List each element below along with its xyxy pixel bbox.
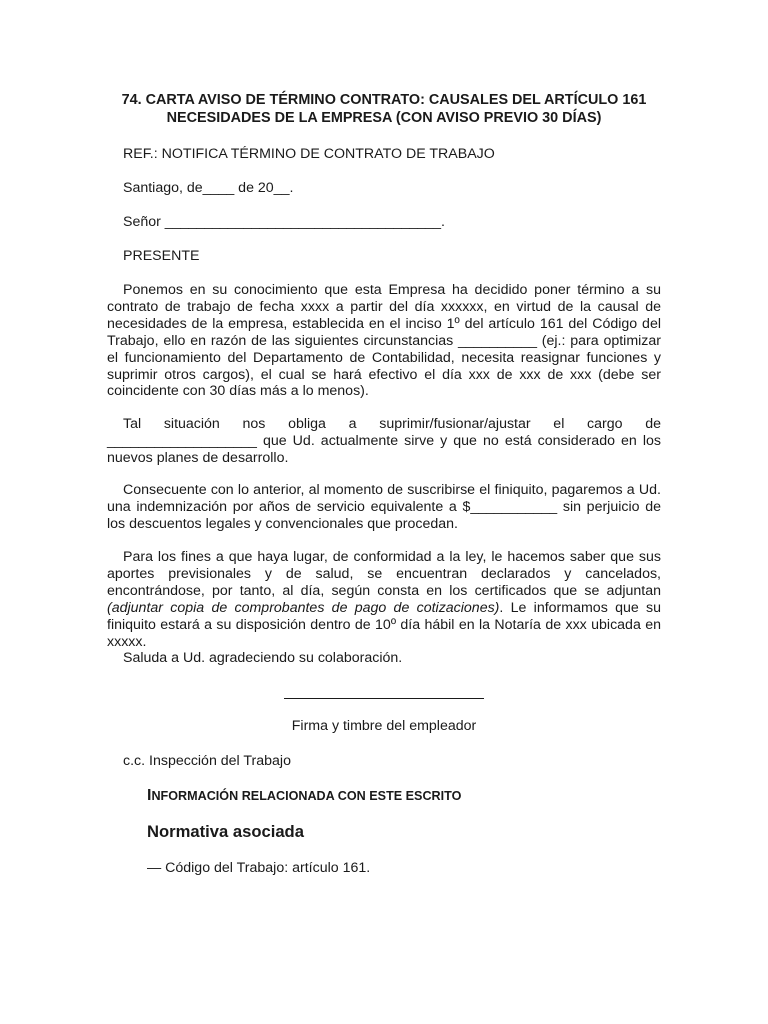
paragraph-social-security-text-b: . Le informamos que su finiquito estará a su disposición dentro de 10º día hábil en la Notaría de xxx ubicada en xxxxx. [107,599,661,650]
paragraph-social-security [107,549,661,650]
paragraph-indemnization: Consecuente con lo anterior, al momento de suscribirse el finiquito, pagaremos a Ud. una indemnización por años de servicio equivalente a $___________ sin perjuicio de los descuentos legales y convencionales que procedan. [107,482,661,532]
paragraph-social-security-text-a: Para los fines a que haya lugar, de conformidad a la ley, le hacemos saber que sus aportes previsionales y de salud, se encuentran declarados y cancelados, encontrándose, por tanto, al día, según consta en los certificados que se adjuntan [107,549,661,599]
section-title-rest: NFORMACIÓN RELACIONADA CON ESTE ESCRITO [151,789,462,803]
place-date-line: Santiago, de____ de 20__. [123,180,294,196]
section-title [147,788,461,805]
signature-line [284,689,484,699]
section-title-initial: I [147,787,152,804]
cc-line: c.c. Inspección del Trabajo [123,753,291,769]
paragraph-termination-notice: Ponemos en su conocimiento que esta Empresa ha decidido poner término a su contrato de trabajo de fecha xxxx a partir del día xxxxxx, en virtud de la causal de necesidades de la empresa, establecida en el inciso 1º del artículo 161 del Código del Trabajo, ello en razón de las siguientes circunstancias __________ (ej.: para optimizar el funcionamiento del Departamento de Contabilidad, necesita reasignar funciones y suprimir otros cargos), el cual se hará efectivo el día xxx de xxx de xxx (debe ser coincidente con 30 días más a lo menos). [107,282,661,400]
reference-line: REF.: NOTIFICA TÉRMINO DE CONTRATO DE TRABAJO [123,146,495,162]
legal-reference-item: — Código del Trabajo: artículo 161. [147,860,371,876]
paragraph-social-security-italic: (adjuntar copia de comprobantes de pago de cotizaciones) [107,599,500,616]
paragraph-position-suppression: Tal situación nos obliga a suprimir/fusionar/ajustar el cargo de ___________________ que Ud. actualmente sirve y que no está considerado en los nuevos planes de desarrollo. [107,416,661,466]
document-title: 74. CARTA AVISO DE TÉRMINO CONTRATO: CAUSALES DEL ARTÍCULO 161 NECESIDADES DE LA EMPRESA (CON AVISO PREVIO 30 DÍAS) [121,92,647,126]
presente-line: PRESENTE [123,248,200,264]
recipient-line: Señor ___________________________________. [123,214,445,230]
subsection-title: Normativa asociada [147,822,304,841]
closing-line: Saluda a Ud. agradeciendo su colaboración. [123,650,403,666]
signature-caption: Firma y timbre del empleador [291,718,477,734]
